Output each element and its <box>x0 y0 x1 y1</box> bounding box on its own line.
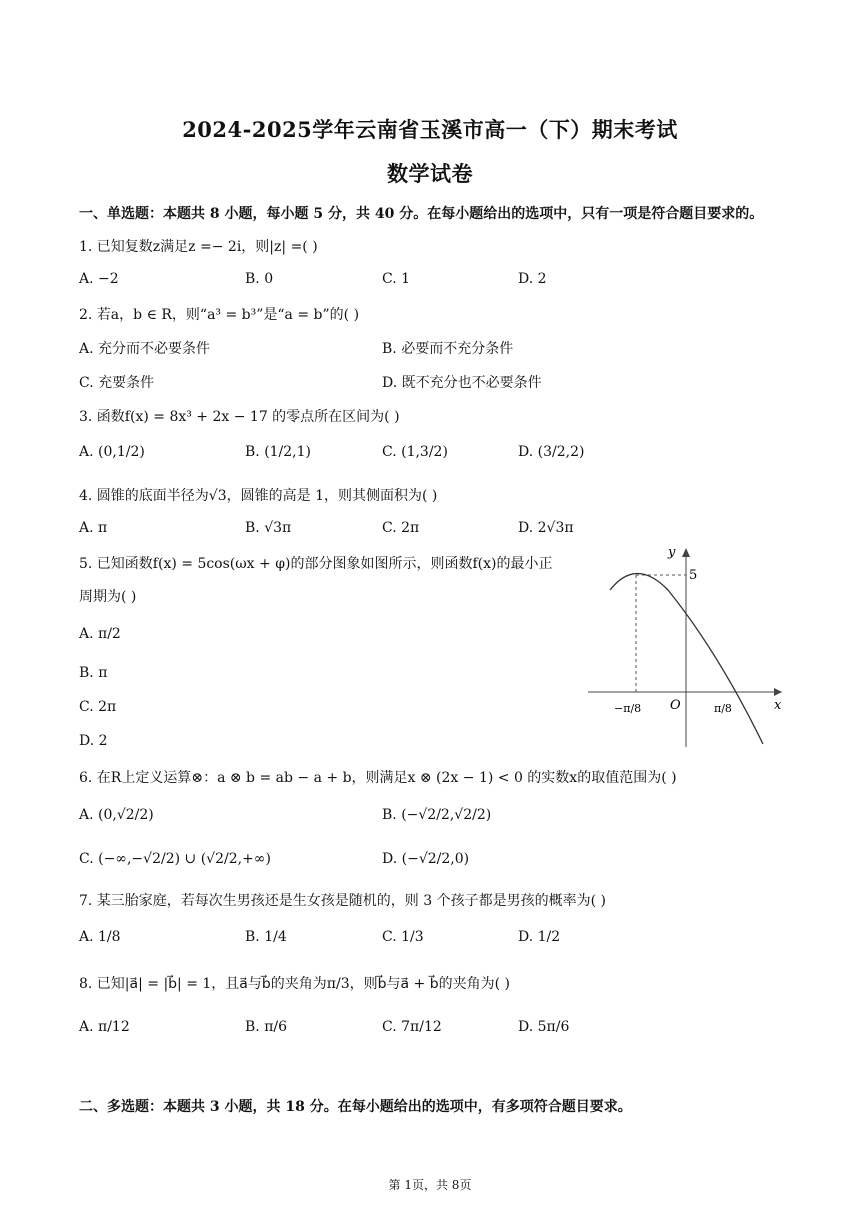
question-4-option-a: A. π <box>79 520 108 536</box>
y-axis-arrow-icon <box>682 548 690 557</box>
question-1-option-c: C. 1 <box>382 271 411 287</box>
question-6-option-a: A. (0,√2/2) <box>79 807 154 823</box>
question-3-option-c: C. (1,3/2) <box>382 444 448 460</box>
question-4-option-b: B. √3π <box>245 520 292 536</box>
left-tick-label: −π/8 <box>614 702 642 715</box>
question-1-option-b: B. 0 <box>245 271 274 287</box>
question-5-stem-line1: 5. 已知函数f(x) = 5cos(ωx + φ)的部分图象如图所示，则函数f(x)的最小正 <box>79 556 553 572</box>
y-axis-label: y <box>668 545 676 560</box>
question-3-stem: 3. 函数f(x) = 8x³ + 2x − 17 的零点所在区间为( ) <box>79 409 400 425</box>
x-axis-label: x <box>774 698 782 713</box>
question-7-option-a: A. 1/8 <box>79 929 121 945</box>
question-7-stem: 7. 某三胎家庭，若每次生男孩还是生女孩是随机的，则 3 个孩子都是男孩的概率为( ) <box>79 893 606 909</box>
question-4-stem: 4. 圆锥的底面半径为√3，圆锥的高是 1，则其侧面积为( ) <box>79 488 438 504</box>
question-2-option-a: A. 充分而不必要条件 <box>79 341 211 357</box>
question-6-option-c: C. (−∞,−√2/2) ∪ (√2/2,+∞) <box>79 851 271 867</box>
question-8-option-c: C. 7π/12 <box>382 1019 442 1035</box>
question-4-option-d: D. 2√3π <box>518 520 574 536</box>
question-5-option-b: B. π <box>79 665 108 681</box>
question-5-stem-line2: 周期为( ) <box>79 589 137 605</box>
exam-subtitle: 数学试卷 <box>387 161 473 186</box>
question-4-option-c: C. 2π <box>382 520 420 536</box>
question-8-stem: 8. 已知|a⃗| = |b⃗| = 1，且a⃗与b⃗的夹角为π/3，则b⃗与a⃗ + b⃗的夹角为( ) <box>79 976 510 992</box>
question-7-option-b: B. 1/4 <box>245 929 287 945</box>
question-8-option-a: A. π/12 <box>79 1019 130 1035</box>
question-3-option-b: B. (1/2,1) <box>245 444 312 460</box>
question-5-option-a: A. π/2 <box>79 626 121 642</box>
section-heading-multi-choice: 二、多选题：本题共 3 小题，共 18 分。在每小题给出的选项中，有多项符合题目要求。 <box>79 1099 632 1115</box>
max-value-label: 5 <box>689 568 698 583</box>
question-1-option-a: A. −2 <box>79 271 119 287</box>
section-heading-single-choice: 一、单选题：本题共 8 小题，每小题 5 分，共 40 分。在每小题给出的选项中，只有一项是符合题目要求的。 <box>79 206 764 222</box>
question-5-option-d: D. 2 <box>79 733 108 749</box>
question-2-option-b: B. 必要而不充分条件 <box>382 341 514 357</box>
question-7-option-d: D. 1/2 <box>518 929 561 945</box>
question-1-stem: 1. 已知复数z满足z =− 2i，则|z| =( ) <box>79 239 318 255</box>
question-6-stem: 6. 在R上定义运算⊗：a ⊗ b = ab − a + b，则满足x ⊗ (2x − 1) < 0 的实数x的取值范围为( ) <box>79 770 677 786</box>
origin-label: O <box>670 698 681 713</box>
question-8-option-b: B. π/6 <box>245 1019 288 1035</box>
question-5-option-c: C. 2π <box>79 699 117 715</box>
page-footer: 第 1页，共 8页 <box>388 1178 472 1192</box>
question-8-option-d: D. 5π/6 <box>518 1019 570 1035</box>
cosine-graph-figure <box>588 542 788 752</box>
question-3-option-a: A. (0,1/2) <box>79 444 145 460</box>
x-axis-arrow-icon <box>774 688 782 696</box>
question-7-option-c: C. 1/3 <box>382 929 424 945</box>
question-2-option-c: C. 充要条件 <box>79 375 155 391</box>
right-tick-label: π/8 <box>714 702 732 715</box>
question-2-stem: 2. 若a，b ∈ R，则“a³ = b³”是“a = b”的( ) <box>79 307 360 323</box>
question-3-option-d: D. (3/2,2) <box>518 444 585 460</box>
exam-title: 2024-2025学年云南省玉溪市高一（下）期末考试 <box>182 117 678 142</box>
question-1-option-d: D. 2 <box>518 271 547 287</box>
question-6-option-d: D. (−√2/2,0) <box>382 851 470 867</box>
question-2-option-d: D. 既不充分也不必要条件 <box>382 375 542 391</box>
question-6-option-b: B. (−√2/2,√2/2) <box>382 807 492 823</box>
